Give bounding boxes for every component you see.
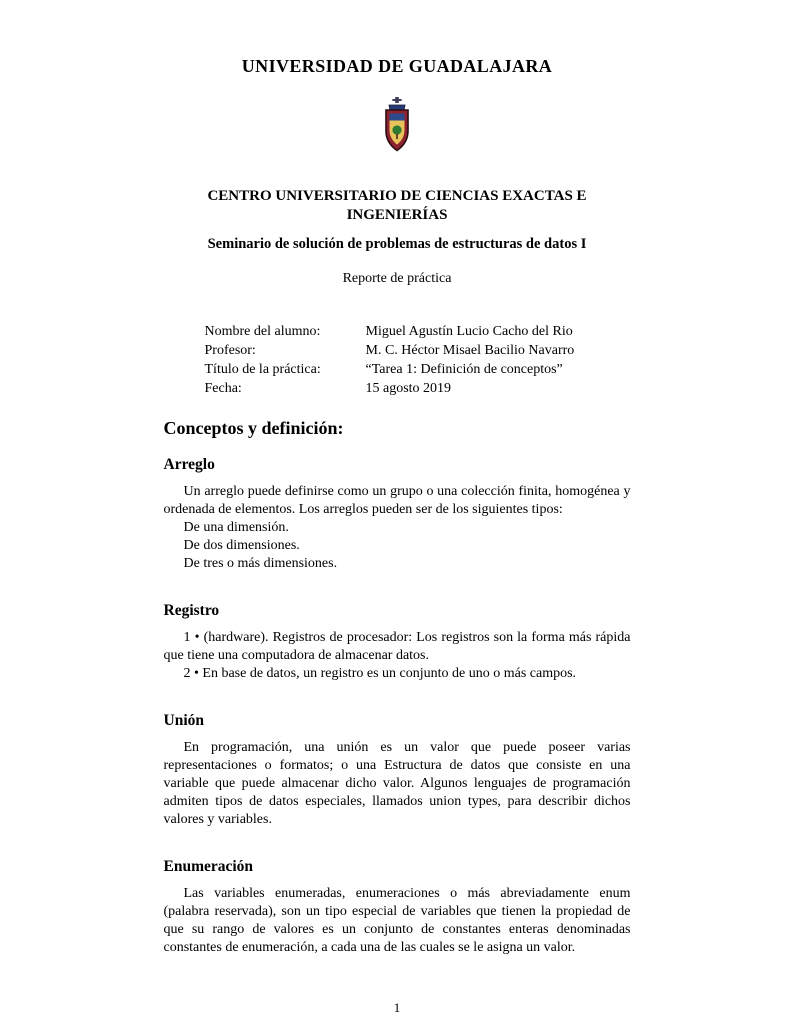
paragraph: En programación, una unión es un valor que puede poseer varias representaciones o formatos; o una Estructura de datos que consiste en una variable que puede almacenar dicho valor. Algunos lenguajes de programación admiten tipos de datos especiales, llamados union types, para describir dichos valores y variables. xyxy=(163,740,631,827)
university-title: UNIVERSIDAD DE GUADALAJARA xyxy=(241,56,553,76)
list-item: De dos dimensiones. xyxy=(183,538,300,553)
seminar-title: Seminario de solución de problemas de estructuras de datos I xyxy=(207,236,587,252)
crest-container xyxy=(0,97,794,153)
paragraph: Las variables enumeradas, enumeraciones o más abreviadamente enum (palabra reservada), son un tipo especial de variables que tienen la propiedad de que su rango de valores es un conjunto de constantes enteras denominadas constantes de enumeración, a cada una de las cuales se le asigna un valor. xyxy=(163,886,631,955)
info-label-professor: Profesor: xyxy=(204,343,256,358)
info-value-date: 15 agosto 2019 xyxy=(365,381,452,396)
section-enumeracion xyxy=(164,856,631,957)
section-registro xyxy=(164,600,631,683)
document-body xyxy=(164,187,631,957)
list-item: De una dimensión. xyxy=(183,520,289,535)
info-value-professor: M. C. Héctor Misael Bacilio Navarro xyxy=(365,343,575,358)
section-union xyxy=(164,710,631,829)
subsection-heading-union: Unión xyxy=(163,712,204,729)
list-item: De tres o más dimensiones. xyxy=(183,556,338,571)
main-section-heading: Conceptos y definición: xyxy=(163,418,344,438)
paragraph: 1 • (hardware). Registros de procesador: Los registros son la forma más rápida que tiene una computadora de almacenar datos. xyxy=(163,630,631,663)
subsection-heading-registro: Registro xyxy=(163,602,220,619)
paragraph: Un arreglo puede definirse como un grupo o una colección finita, homogénea y ordenada de elementos. Los arreglos pueden ser de los siguientes tipos: xyxy=(163,484,631,517)
info-label-practice-title: Título de la práctica: xyxy=(204,362,321,377)
page-number: 1 xyxy=(393,1000,401,1015)
info-table xyxy=(205,322,631,398)
subsection-heading-enumeracion: Enumeración xyxy=(163,858,254,875)
section-arreglo xyxy=(164,454,631,573)
subsection-heading-arreglo: Arreglo xyxy=(163,456,215,473)
center-name: CENTRO UNIVERSITARIO DE CIENCIAS EXACTAS E INGENIERÍAS xyxy=(207,188,587,223)
info-label-student: Nombre del alumno: xyxy=(204,324,321,339)
university-crest-icon xyxy=(378,97,416,153)
report-type-label: Reporte de práctica xyxy=(342,271,452,286)
info-value-student: Miguel Agustín Lucio Cacho del Rio xyxy=(365,324,573,339)
info-value-practice-title: “Tarea 1: Definición de conceptos” xyxy=(365,362,563,377)
info-label-date: Fecha: xyxy=(204,381,242,396)
paragraph: 2 • En base de datos, un registro es un conjunto de uno o más campos. xyxy=(183,666,577,681)
